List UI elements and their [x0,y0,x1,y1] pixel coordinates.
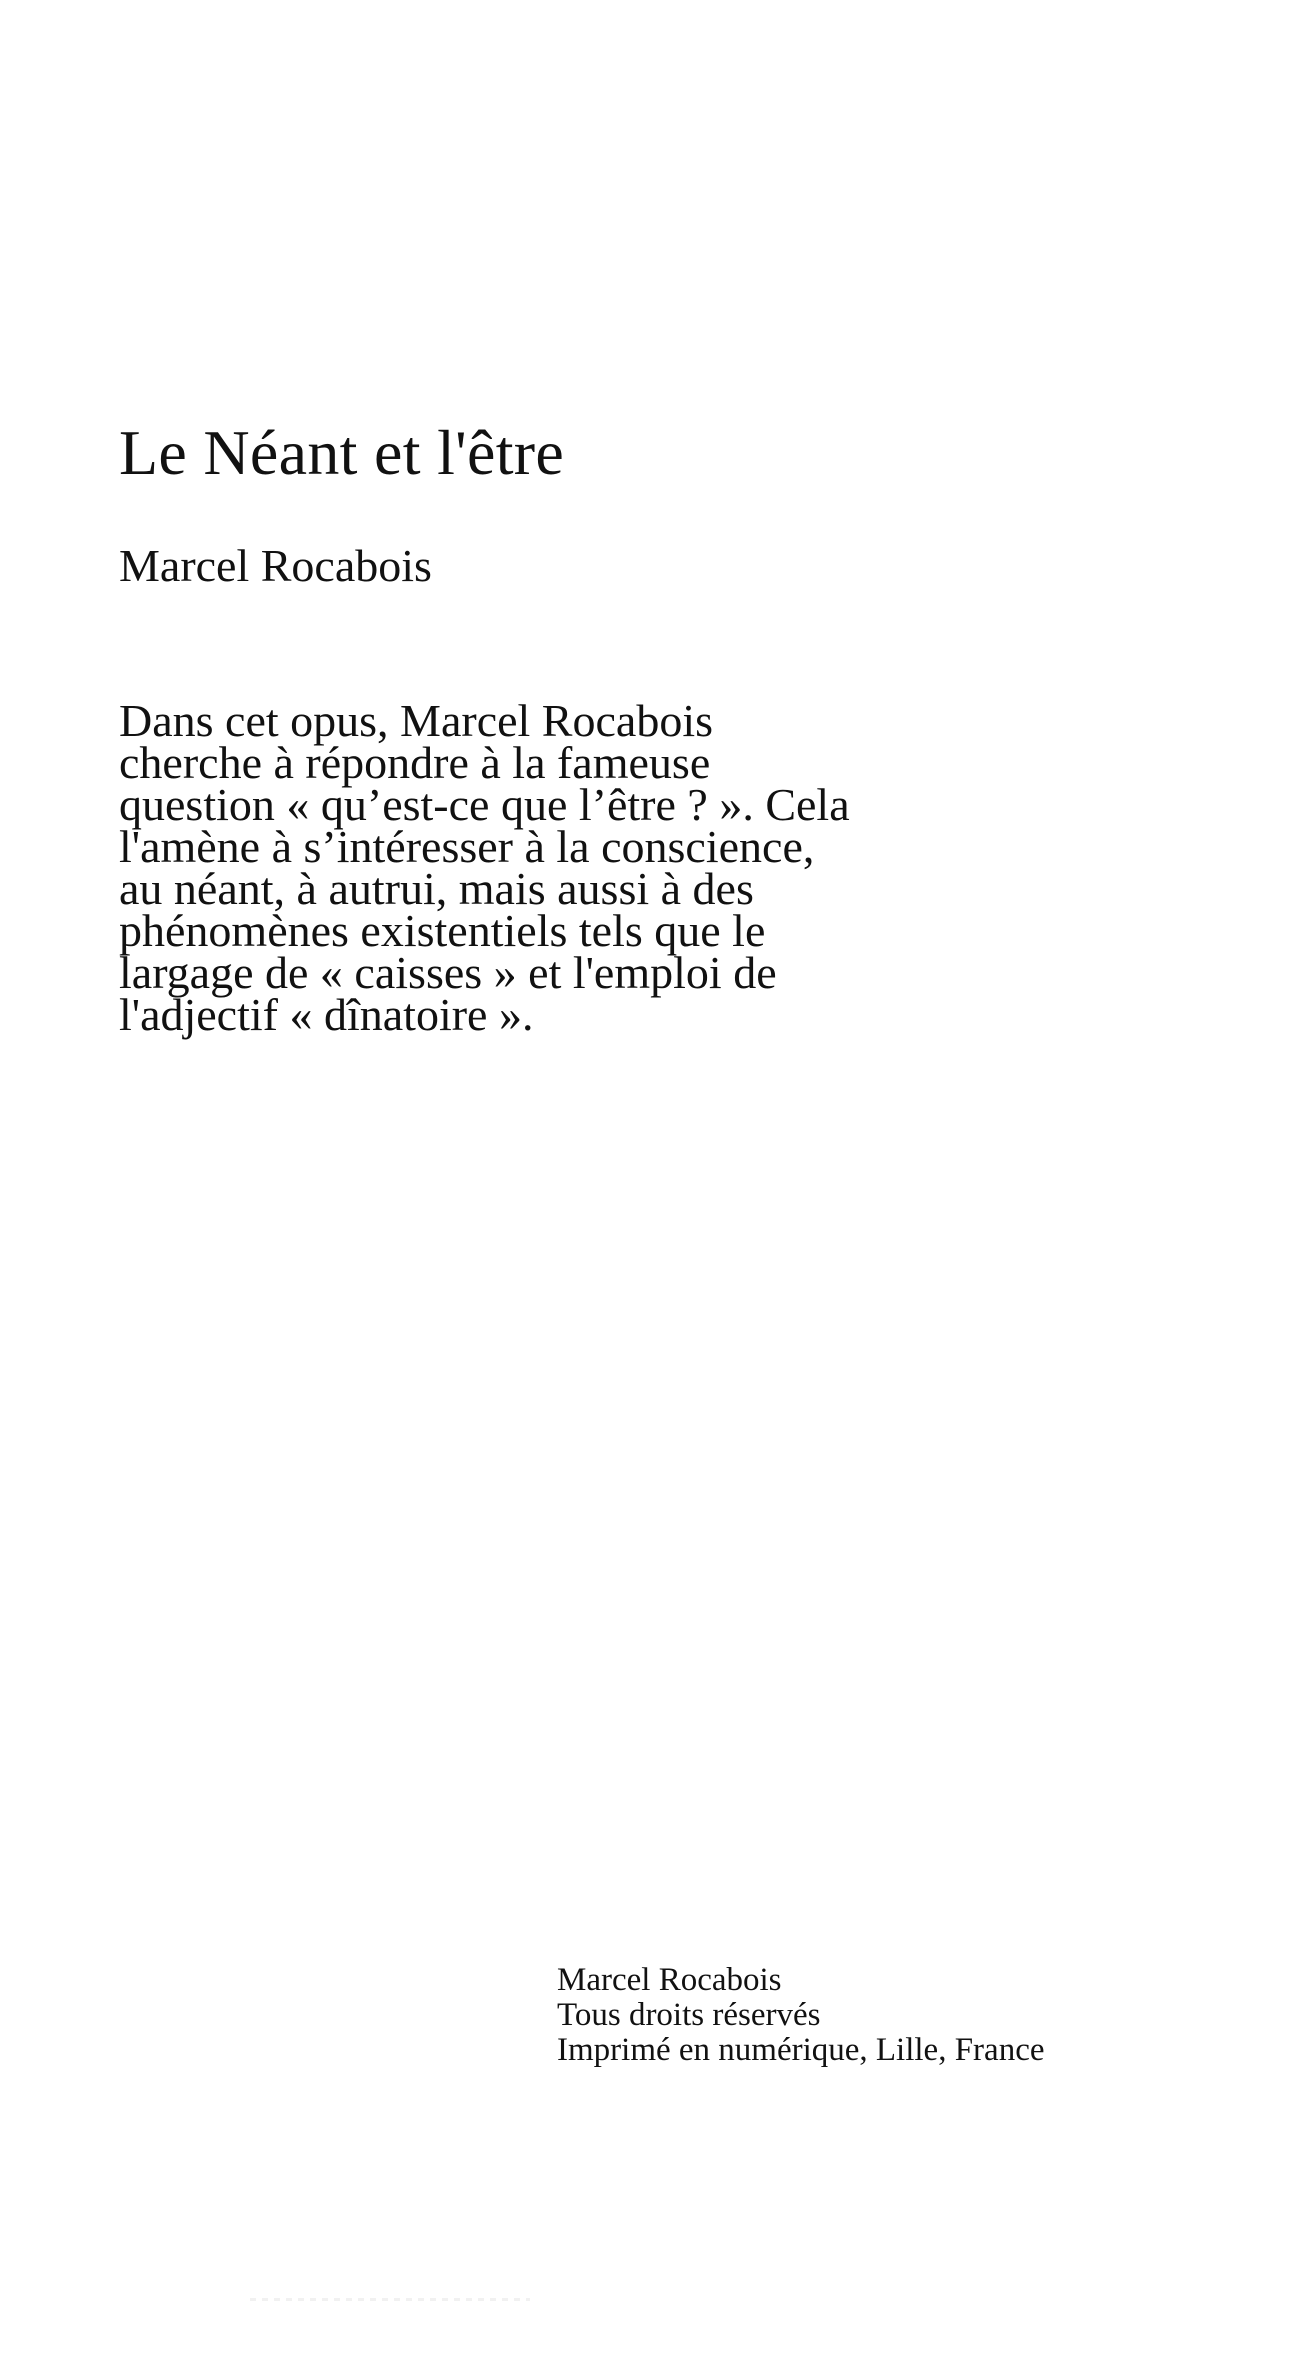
summary-line: phénomènes existentiels tels que le [119,905,766,956]
colophon-printing: Imprimé en numérique, Lille, France [557,2032,1045,2068]
colophon [557,1963,1045,2068]
summary-line: question « qu’est-ce que l’être ? ». Cela [119,779,850,830]
summary-line: largage de « caisses » et l'emploi de [119,947,777,998]
summary-line: Dans cet opus, Marcel Rocabois [119,695,714,746]
book-author: Marcel Rocabois [119,540,432,591]
summary-line: au néant, à autrui, mais aussi à des [119,863,754,914]
book-title: Le Néant et l'être [119,417,565,488]
book-summary [119,695,959,1040]
colophon-author: Marcel Rocabois [557,1962,782,1998]
summary-line: l'adjectif « dînatoire ». [119,989,534,1040]
colophon-rights: Tous droits réservés [557,1997,821,2033]
faint-scan-mark [250,2298,530,2301]
summary-line: l'amène à s’intéresser à la conscience, [119,821,815,872]
summary-line: cherche à répondre à la fameuse [119,737,711,788]
